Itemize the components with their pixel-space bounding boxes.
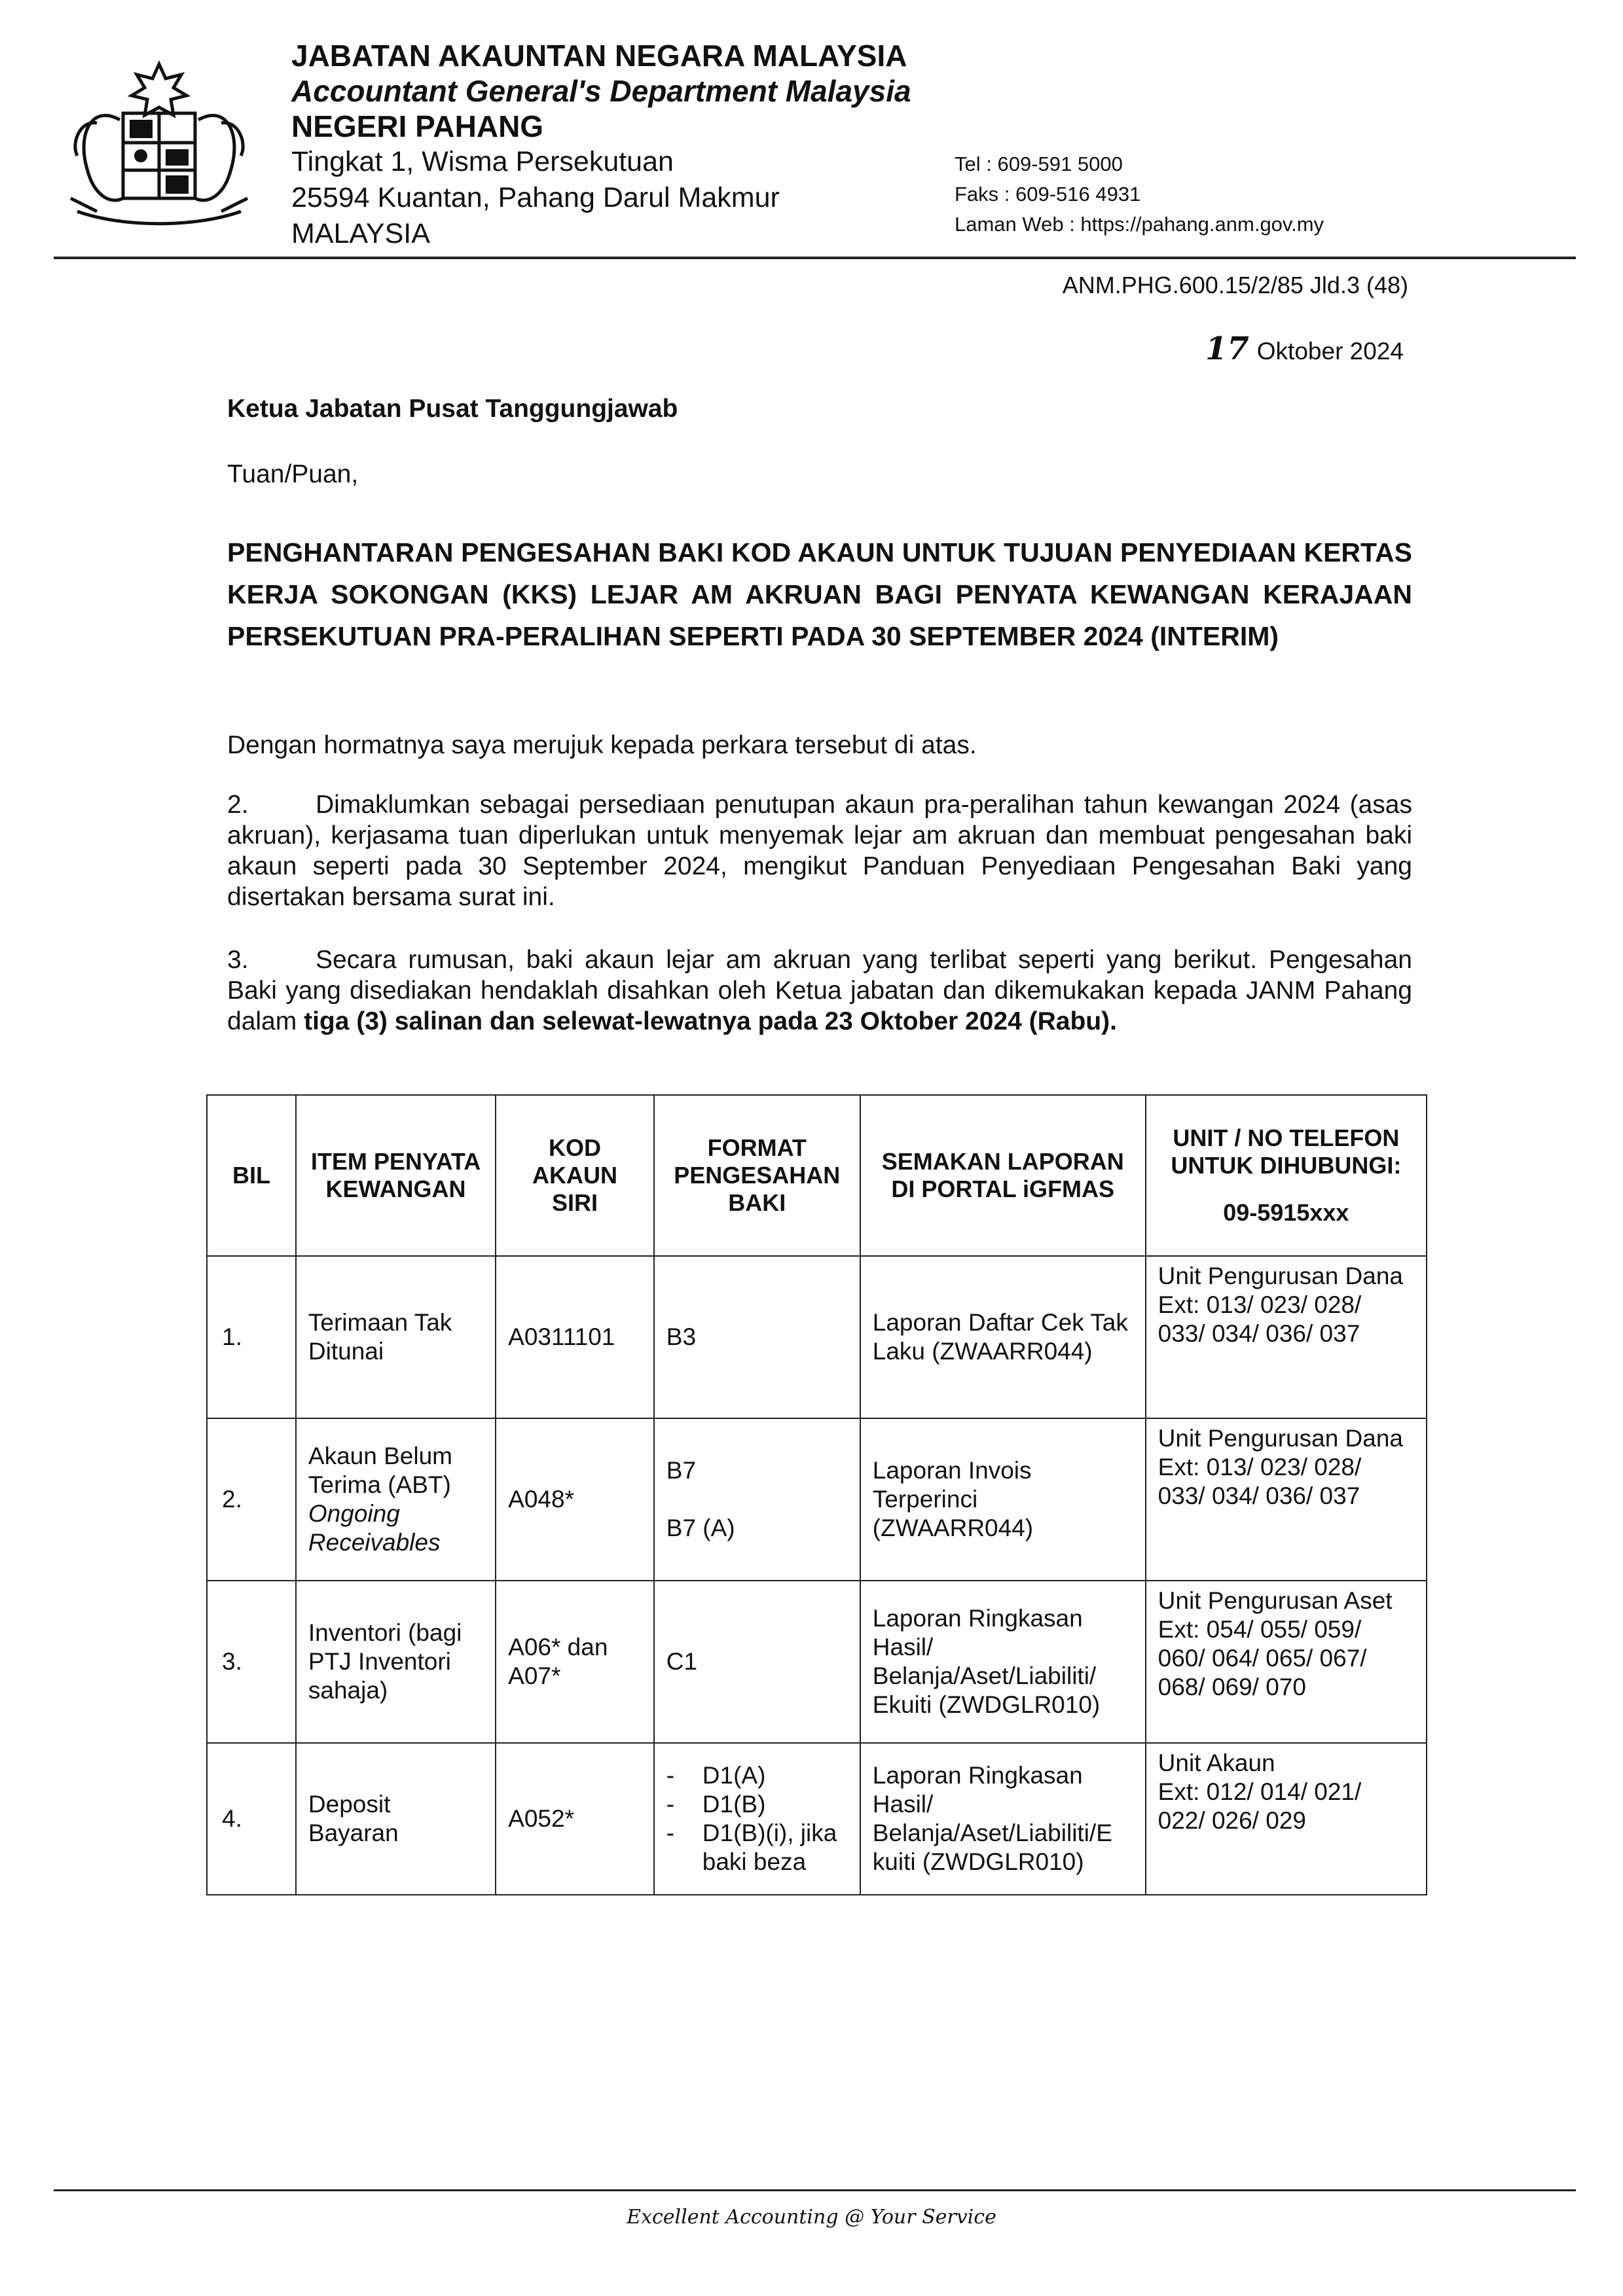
header-semakan: SEMAKAN LAPORAN DI PORTAL iGFMAS — [860, 1095, 1146, 1256]
letterhead — [291, 41, 911, 256]
cell-bil: 4. — [207, 1743, 296, 1895]
paragraph-number: 3. — [227, 946, 249, 974]
cell-kod: A052* — [496, 1743, 654, 1895]
header-unit-phone: 09-5915xxx — [1223, 1199, 1349, 1226]
cell-item: Inventori (bagi PTJ Inventori sahaja) — [296, 1581, 496, 1743]
unit-name: Unit Akaun — [1158, 1749, 1275, 1776]
header-item: ITEM PENYATA KEWANGAN — [296, 1095, 496, 1256]
unit-name: Unit Pengurusan Dana — [1158, 1263, 1404, 1289]
header-unit — [1146, 1095, 1427, 1256]
contact-info — [955, 149, 1324, 240]
table-row — [207, 1581, 1427, 1743]
cell-item — [296, 1418, 496, 1581]
cell-kod: A048* — [496, 1418, 654, 1581]
cell-bil: 3. — [207, 1581, 296, 1743]
table-row — [207, 1418, 1427, 1581]
paragraph-bold-text: tiga (3) salinan dan selewat-lewatnya pada 23 Oktober 2024 (Rabu). — [304, 1007, 1117, 1035]
header-bil: BIL — [207, 1095, 296, 1256]
item-text-italic: Ongoing Receivables — [308, 1500, 441, 1556]
paragraph-1: Dengan hormatnya saya merujuk kepada perkara tersebut di atas. — [227, 731, 977, 759]
date-day-handwritten: 17 — [1205, 331, 1249, 367]
malaysia-coat-of-arms-icon — [51, 58, 267, 234]
address-line: Tingkat 1, Wisma Persekutuan — [291, 146, 674, 177]
item-text: Akaun Belum Terima (ABT) — [308, 1443, 452, 1498]
table-row — [207, 1256, 1427, 1418]
footer-divider — [54, 2189, 1576, 2191]
cell-semakan: Laporan Ringkasan Hasil/ Belanja/Aset/Liabiliti/ Ekuiti (ZWDGLR010) — [860, 1581, 1146, 1743]
cell-format: B3 — [654, 1256, 860, 1418]
cell-unit — [1146, 1581, 1427, 1743]
cell-format: C1 — [654, 1581, 860, 1743]
header-kod: KOD AKAUN SIRI — [496, 1095, 654, 1256]
reference-number: ANM.PHG.600.15/2/85 Jld.3 (48) — [1062, 272, 1408, 298]
address-line: 25594 Kuantan, Pahang Darul Makmur — [291, 182, 780, 213]
footer-tagline: Excellent Accounting @ Your Service — [627, 2206, 996, 2229]
paragraph-text: Dimaklumkan sebagai persediaan penutupan akaun pra-peralihan tahun kewangan 2024 (asas akruan), kerjasama tuan diperlukan untuk menyemak lejar am akruan dan membuat pengesahan baki akaun seperti pada 30 September 2024, mengikut Panduan Penyediaan Pengesahan Baki yang disertakan bersama surat ini. — [227, 791, 1412, 911]
cell-item: Terimaan Tak Ditunai — [296, 1256, 496, 1418]
cell-bil: 1. — [207, 1256, 296, 1418]
unit-ext: Ext: 054/ 055/ 059/ 060/ 064/ 065/ 067/ 068/ 069/ 070 — [1158, 1616, 1367, 1700]
format-list — [666, 1761, 848, 1876]
org-name: JABATAN AKAUNTAN NEGARA MALAYSIA — [291, 39, 907, 73]
org-name-english: Accountant General's Department Malaysia — [291, 74, 911, 108]
contact-website: Laman Web : https://pahang.anm.gov.my — [955, 213, 1324, 236]
account-table — [206, 1094, 1427, 1895]
cell-bil: 2. — [207, 1418, 296, 1581]
unit-ext: Ext: 013/ 023/ 028/ 033/ 034/ 036/ 037 — [1158, 1454, 1362, 1509]
salutation: Tuan/Puan, — [227, 460, 359, 488]
org-state: NEGERI PAHANG — [291, 109, 544, 143]
cell-semakan: Laporan Daftar Cek Tak Laku (ZWAARR044) — [860, 1256, 1146, 1418]
date-month-year: Oktober 2024 — [1256, 338, 1404, 365]
letter-date — [1205, 331, 1404, 367]
paragraph-3 — [227, 944, 1412, 1037]
cell-semakan: Laporan Ringkasan Hasil/ Belanja/Aset/Liabiliti/E kuiti (ZWDGLR010) — [860, 1743, 1146, 1895]
cell-format — [654, 1743, 860, 1895]
cell-semakan: Laporan Invois Terperinci (ZWAARR044) — [860, 1418, 1146, 1581]
unit-name: Unit Pengurusan Dana — [1158, 1425, 1404, 1452]
cell-format — [654, 1418, 860, 1581]
format-code: B7 (A) — [666, 1515, 735, 1541]
address-line: MALAYSIA — [291, 218, 430, 249]
table-row — [207, 1743, 1427, 1895]
unit-ext: Ext: 013/ 023/ 028/ 033/ 034/ 036/ 037 — [1158, 1291, 1362, 1347]
header-unit-label: UNIT / NO TELEFON UNTUK DIHUBUNGI: — [1171, 1124, 1402, 1179]
contact-fax: Faks : 609-516 4931 — [955, 183, 1141, 206]
cell-unit — [1146, 1256, 1427, 1418]
contact-phone: Tel : 609-591 5000 — [955, 152, 1123, 175]
header-format: FORMAT PENGESAHAN BAKI — [654, 1095, 860, 1256]
format-code: B7 — [666, 1457, 697, 1484]
cell-unit — [1146, 1743, 1427, 1895]
unit-ext: Ext: 012/ 014/ 021/ 022/ 026/ 029 — [1158, 1778, 1362, 1834]
subject-heading: PENGHANTARAN PENGESAHAN BAKI KOD AKAUN UNTUK TUJUAN PENYEDIAAN KERTAS KERJA SOKONGAN (KKS) LEJAR AM AKRUAN BAGI PENYATA KEWANGAN KERAJAAN PERSEKUTUAN PRA-PERALIHAN SEPERTI PADA 30 SEPTEMBER 2024 (INTERIM) — [227, 537, 1412, 651]
recipient: Ketua Jabatan Pusat Tanggungjawab — [227, 395, 678, 423]
paragraph-number: 2. — [227, 791, 249, 819]
header-divider — [54, 257, 1576, 259]
cell-kod: A0311101 — [496, 1256, 654, 1418]
cell-kod: A06* dan A07* — [496, 1581, 654, 1743]
format-list-item: - D1(A) — [666, 1761, 848, 1790]
unit-name: Unit Pengurusan Aset — [1158, 1587, 1393, 1614]
paragraph-text: Secara rumusan, baki akaun lejar am akruan yang terlibat seperti yang berikut. Pengesahan Baki yang disediakan hendaklah disahkan oleh Ketua jabatan dan dikemukakan kepada JANM Pahang dalam — [227, 946, 1412, 1035]
paragraph-2 — [227, 789, 1412, 912]
table-header-row — [207, 1095, 1427, 1256]
format-list-item: - D1(B)(i), jika baki beza — [666, 1819, 848, 1876]
cell-unit — [1146, 1418, 1427, 1581]
format-list-item: - D1(B) — [666, 1790, 848, 1819]
cell-item: Deposit Bayaran — [296, 1743, 496, 1895]
